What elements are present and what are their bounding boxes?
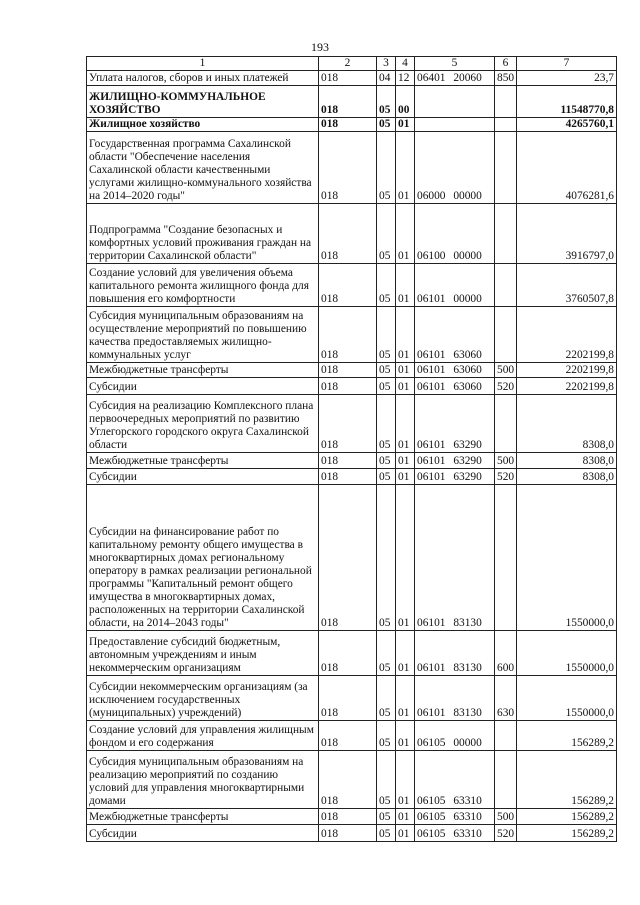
row-subsection-code: 01 [396,307,415,363]
row-admin-code: 018 [319,132,377,204]
row-name: ЖИЛИЩНО-КОММУНАЛЬНОЕ ХОЗЯЙСТВО [87,86,319,118]
row-subsection-code: 01 [396,469,415,485]
row-section-code: 05 [377,676,396,721]
row-expense-type: 520 [495,378,517,395]
row-section-code: 05 [377,378,396,395]
row-name: Субсидии [87,825,319,842]
row-target-article: 06101 83130 [415,676,495,721]
row-section-code: 05 [377,469,396,485]
table-row [87,721,617,751]
row-admin-code: 018 [319,631,377,676]
row-amount: 3760507,8 [517,264,617,307]
row-expense-type [495,204,517,264]
column-header: 2 [319,57,377,71]
row-amount: 1550000,0 [517,485,617,631]
row-name: Создание условий для управления жилищным фондом и его содержания [87,721,319,751]
row-name: Межбюджетные трансферты [87,809,319,825]
table-row [87,395,617,453]
row-admin-code: 018 [319,469,377,485]
row-section-code: 05 [377,132,396,204]
row-subsection-code: 01 [396,204,415,264]
row-subsection-code: 01 [396,363,415,378]
row-target-article: 06101 63060 [415,378,495,395]
header-row [87,57,617,71]
row-expense-type [495,395,517,453]
row-admin-code: 018 [319,721,377,751]
row-amount: 2202199,8 [517,378,617,395]
row-target-article: 06101 63290 [415,469,495,485]
row-expense-type [495,307,517,363]
column-header: 7 [517,57,617,71]
row-name: Государственная программа Сахалинской области "Обеспечение населения Сахалинской области качественными услугами жилищно-коммунального хозяйства на 2014–2020 годы" [87,132,319,204]
row-expense-type: 600 [495,631,517,676]
row-name: Субсидия на реализацию Комплексного плана первоочередных мероприятий по развитию Углегорского городского округа Сахалинской области [87,395,319,453]
row-name: Субсидии на финансирование работ по капитальному ремонту общего имущества в многоквартирных домах региональному оператору в рамках реализации региональной программы "Капитальный ремонт общего имущества в многоквартирных домах, расположенных на территории Сахалинской области, на 2014–2043 годы" [87,485,319,631]
row-section-code: 05 [377,485,396,631]
row-admin-code: 018 [319,307,377,363]
row-amount: 1550000,0 [517,631,617,676]
row-expense-type: 520 [495,825,517,842]
row-name: Субсидии некоммерческим организациям (за исключением государственных (муниципальных) учреждений) [87,676,319,721]
row-subsection-code: 01 [396,395,415,453]
row-subsection-code: 00 [396,86,415,118]
row-section-code: 05 [377,307,396,363]
row-expense-type [495,132,517,204]
row-name: Предоставление субсидий бюджетным, автономным учреждениям и иным некоммерческим организациям [87,631,319,676]
row-amount: 2202199,8 [517,363,617,378]
column-header: 1 [87,57,319,71]
row-admin-code: 018 [319,453,377,469]
row-target-article: 06100 00000 [415,204,495,264]
row-amount: 156289,2 [517,809,617,825]
row-amount: 4265760,1 [517,118,617,132]
row-admin-code: 018 [319,363,377,378]
row-subsection-code: 01 [396,118,415,132]
row-target-article: 06101 63290 [415,395,495,453]
row-admin-code: 018 [319,118,377,132]
row-subsection-code: 01 [396,721,415,751]
table-row [87,631,617,676]
table-row [87,469,617,485]
row-amount: 1550000,0 [517,676,617,721]
row-name: Субсидии [87,378,319,395]
row-admin-code: 018 [319,395,377,453]
row-admin-code: 018 [319,71,377,86]
row-section-code: 05 [377,264,396,307]
row-section-code: 05 [377,809,396,825]
row-section-code: 05 [377,395,396,453]
row-target-article: 06105 63310 [415,825,495,842]
row-expense-type: 850 [495,71,517,86]
row-expense-type [495,485,517,631]
row-amount: 156289,2 [517,751,617,809]
table-row [87,809,617,825]
row-expense-type: 500 [495,453,517,469]
row-amount: 156289,2 [517,825,617,842]
row-amount: 11548770,8 [517,86,617,118]
row-name: Субсидия муниципальным образованиям на осуществление мероприятий по повышению качества предоставляемых жилищно-коммунальных услуг [87,307,319,363]
row-target-article [415,86,495,118]
row-subsection-code: 01 [396,751,415,809]
column-header: 5 [415,57,495,71]
table-body [87,71,617,842]
row-admin-code: 018 [319,264,377,307]
row-subsection-code: 01 [396,132,415,204]
row-subsection-code: 01 [396,809,415,825]
row-expense-type [495,264,517,307]
row-admin-code: 018 [319,809,377,825]
row-subsection-code: 01 [396,485,415,631]
table-row [87,363,617,378]
row-target-article: 06105 63310 [415,751,495,809]
column-header: 4 [396,57,415,71]
row-expense-type: 520 [495,469,517,485]
row-section-code: 05 [377,363,396,378]
table-row [87,307,617,363]
row-expense-type: 630 [495,676,517,721]
row-name: Субсидии [87,469,319,485]
row-name: Создание условий для увеличения объема капитального ремонта жилищного фонда для повышения его комфортности [87,264,319,307]
row-name: Жилищное хозяйство [87,118,319,132]
row-amount: 4076281,6 [517,132,617,204]
row-subsection-code: 01 [396,378,415,395]
row-amount: 8308,0 [517,395,617,453]
row-subsection-code: 01 [396,453,415,469]
row-amount: 8308,0 [517,453,617,469]
row-subsection-code: 01 [396,631,415,676]
table-row [87,118,617,132]
row-target-article [415,118,495,132]
budget-table [86,56,617,842]
table-row [87,485,617,631]
row-section-code: 05 [377,86,396,118]
row-expense-type [495,86,517,118]
row-amount: 8308,0 [517,469,617,485]
row-amount: 3916797,0 [517,204,617,264]
table-row [87,71,617,86]
row-target-article: 06105 63310 [415,809,495,825]
row-section-code: 05 [377,118,396,132]
row-subsection-code: 12 [396,71,415,86]
row-subsection-code: 01 [396,825,415,842]
row-target-article: 06101 63060 [415,307,495,363]
table-row [87,453,617,469]
table-row [87,676,617,721]
row-expense-type [495,751,517,809]
row-target-article: 06401 20060 [415,71,495,86]
table-row [87,378,617,395]
row-section-code: 05 [377,825,396,842]
row-section-code: 05 [377,453,396,469]
row-name: Уплата налогов, сборов и иных платежей [87,71,319,86]
row-name: Субсидия муниципальным образованиям на реализацию мероприятий по созданию условий для управления многоквартирными домами [87,751,319,809]
row-admin-code: 018 [319,751,377,809]
table-row [87,204,617,264]
row-expense-type: 500 [495,363,517,378]
row-name: Межбюджетные трансферты [87,453,319,469]
row-admin-code: 018 [319,825,377,842]
row-subsection-code: 01 [396,264,415,307]
row-subsection-code: 01 [396,676,415,721]
row-amount: 23,7 [517,71,617,86]
row-section-code: 05 [377,631,396,676]
row-admin-code: 018 [319,86,377,118]
page-number: 193 [311,40,329,54]
row-target-article: 06101 63060 [415,363,495,378]
row-admin-code: 018 [319,378,377,395]
table-row [87,132,617,204]
table-row [87,86,617,118]
table-row [87,264,617,307]
column-header: 6 [495,57,517,71]
row-section-code: 04 [377,71,396,86]
row-admin-code: 018 [319,204,377,264]
row-expense-type: 500 [495,809,517,825]
row-expense-type [495,118,517,132]
row-expense-type [495,721,517,751]
row-target-article: 06101 00000 [415,264,495,307]
row-target-article: 06105 00000 [415,721,495,751]
column-header: 3 [377,57,396,71]
row-name: Межбюджетные трансферты [87,363,319,378]
row-target-article: 06000 00000 [415,132,495,204]
row-name: Подпрограмма "Создание безопасных и комфортных условий проживания граждан на территории Сахалинской области" [87,204,319,264]
row-admin-code: 018 [319,485,377,631]
row-admin-code: 018 [319,676,377,721]
table-row [87,751,617,809]
table-row [87,825,617,842]
row-section-code: 05 [377,721,396,751]
row-section-code: 05 [377,751,396,809]
row-target-article: 06101 83130 [415,485,495,631]
row-section-code: 05 [377,204,396,264]
row-target-article: 06101 63290 [415,453,495,469]
row-target-article: 06101 83130 [415,631,495,676]
row-amount: 2202199,8 [517,307,617,363]
row-amount: 156289,2 [517,721,617,751]
